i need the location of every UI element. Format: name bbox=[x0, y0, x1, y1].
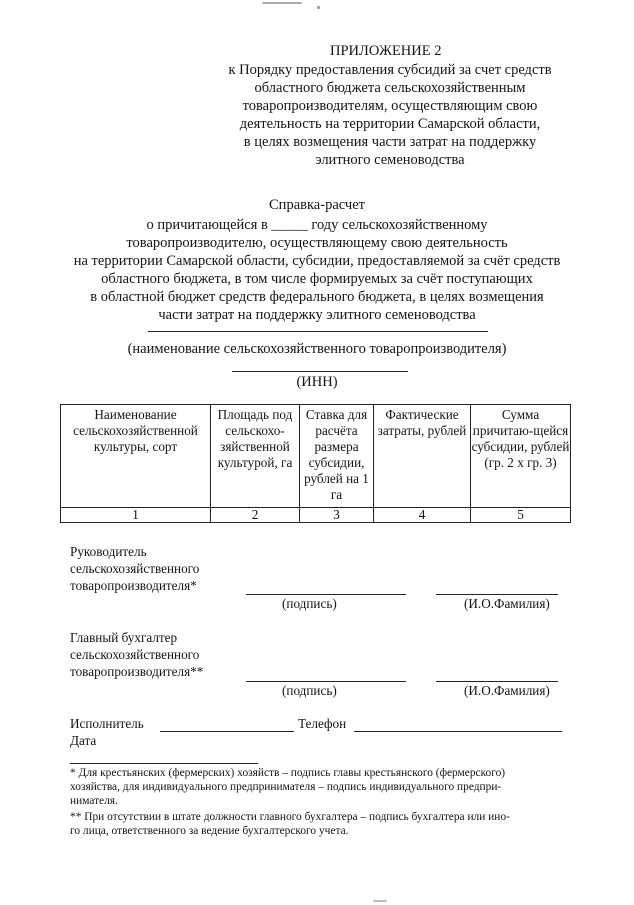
appendix-line: в целях возмещения части затрат на поддержку bbox=[243, 134, 537, 150]
column-number: 1 bbox=[61, 508, 211, 523]
column-number: 2 bbox=[211, 508, 300, 523]
head-label-line: товаропроизводителя* bbox=[70, 578, 197, 593]
accountant-label-line: товаропроизводителя** bbox=[70, 664, 204, 679]
executor-label: Исполнитель bbox=[70, 716, 144, 731]
accountant-name-caption: (И.О.Фамилия) bbox=[464, 683, 550, 698]
certificate-line: о причитающейся в _____ году сельскохозяйственному bbox=[146, 217, 488, 233]
inn-caption: (ИНН) bbox=[296, 374, 338, 390]
footnote-line: го лица, ответственного за ведение бухгалтерского учета. bbox=[70, 825, 349, 837]
certificate-line: областного бюджета, в том числе формируемых за счёт поступающих bbox=[101, 271, 533, 287]
certificate-line: части затрат на поддержку элитного семеноводства bbox=[158, 307, 476, 323]
footnote-line: хозяйства, для индивидуального предпринимателя – подпись индивидуального предпри- bbox=[70, 781, 502, 793]
scan-mark bbox=[373, 900, 387, 902]
appendix-line: элитного семеноводства bbox=[315, 152, 465, 168]
head-name-line[interactable] bbox=[436, 594, 558, 595]
executor-line[interactable] bbox=[160, 731, 294, 732]
scan-mark bbox=[317, 6, 320, 9]
head-label-line: Руководитель bbox=[70, 544, 147, 559]
footnote-line: нимателя. bbox=[70, 795, 118, 807]
calculation-table bbox=[60, 404, 571, 523]
appendix-title: ПРИЛОЖЕНИЕ 2 bbox=[330, 43, 442, 59]
scan-mark bbox=[262, 2, 302, 4]
phone-line[interactable] bbox=[354, 731, 562, 732]
inn-line[interactable] bbox=[232, 371, 408, 372]
footnote-line: ** При отсутствии в штате должности главного бухгалтера – подпись бухгалтера или ино- bbox=[70, 811, 510, 823]
header-area: Площадь под сельскохо-зяйственной культурой, га bbox=[211, 405, 300, 508]
accountant-signature-line[interactable] bbox=[246, 681, 406, 682]
head-label-line: сельскохозяйственного bbox=[70, 561, 200, 576]
header-crop: Наименование сельскохозяйственной культуры, сорт bbox=[61, 405, 211, 508]
accountant-label-line: Главный бухгалтер bbox=[70, 630, 178, 645]
appendix-line: деятельность на территории Самарской области, bbox=[239, 116, 541, 132]
producer-caption: (наименование сельскохозяйственного товаропроизводителя) bbox=[127, 341, 507, 357]
header-subsidy-sum: Сумма причитаю-щейся субсидии, рублей (гр. 2 х гр. 3) bbox=[471, 405, 571, 508]
appendix-line: товаропроизводителям, осуществляющим свою bbox=[242, 98, 538, 114]
accountant-signature-caption: (подпись) bbox=[282, 683, 337, 698]
column-number: 4 bbox=[374, 508, 471, 523]
certificate-line: в областной бюджет средств федерального бюджета, в целях возмещения bbox=[90, 289, 544, 305]
certificate-line: товаропроизводителю, осуществляющему свою деятельность bbox=[126, 235, 508, 251]
date-label: Дата bbox=[70, 733, 97, 748]
certificate-title: Справка-расчет bbox=[269, 197, 365, 213]
head-signature-caption: (подпись) bbox=[282, 596, 337, 611]
head-name-caption: (И.О.Фамилия) bbox=[464, 596, 550, 611]
appendix-line: областного бюджета сельскохозяйственным bbox=[254, 80, 526, 96]
footnote-line: * Для крестьянских (фермерских) хозяйств – подпись главы крестьянского (фермерского) bbox=[70, 767, 506, 779]
accountant-label-line: сельскохозяйственного bbox=[70, 647, 200, 662]
table-header-row bbox=[61, 405, 571, 508]
accountant-name-line[interactable] bbox=[436, 681, 558, 682]
header-actual-costs: Фактические затраты, рублей bbox=[374, 405, 471, 508]
footnote-separator bbox=[70, 763, 258, 764]
appendix-line: к Порядку предоставления субсидий за счет средств bbox=[228, 62, 552, 78]
head-signature-line[interactable] bbox=[246, 594, 406, 595]
certificate-line: на территории Самарской области, субсидии, предоставляемой за счёт средств bbox=[73, 253, 561, 269]
phone-label: Телефон bbox=[298, 716, 347, 731]
column-number: 5 bbox=[471, 508, 571, 523]
column-number: 3 bbox=[300, 508, 374, 523]
table-number-row bbox=[61, 508, 571, 523]
producer-name-line[interactable] bbox=[148, 331, 488, 332]
header-rate: Ставка для расчёта размера субсидии, рублей на 1 га bbox=[300, 405, 374, 508]
